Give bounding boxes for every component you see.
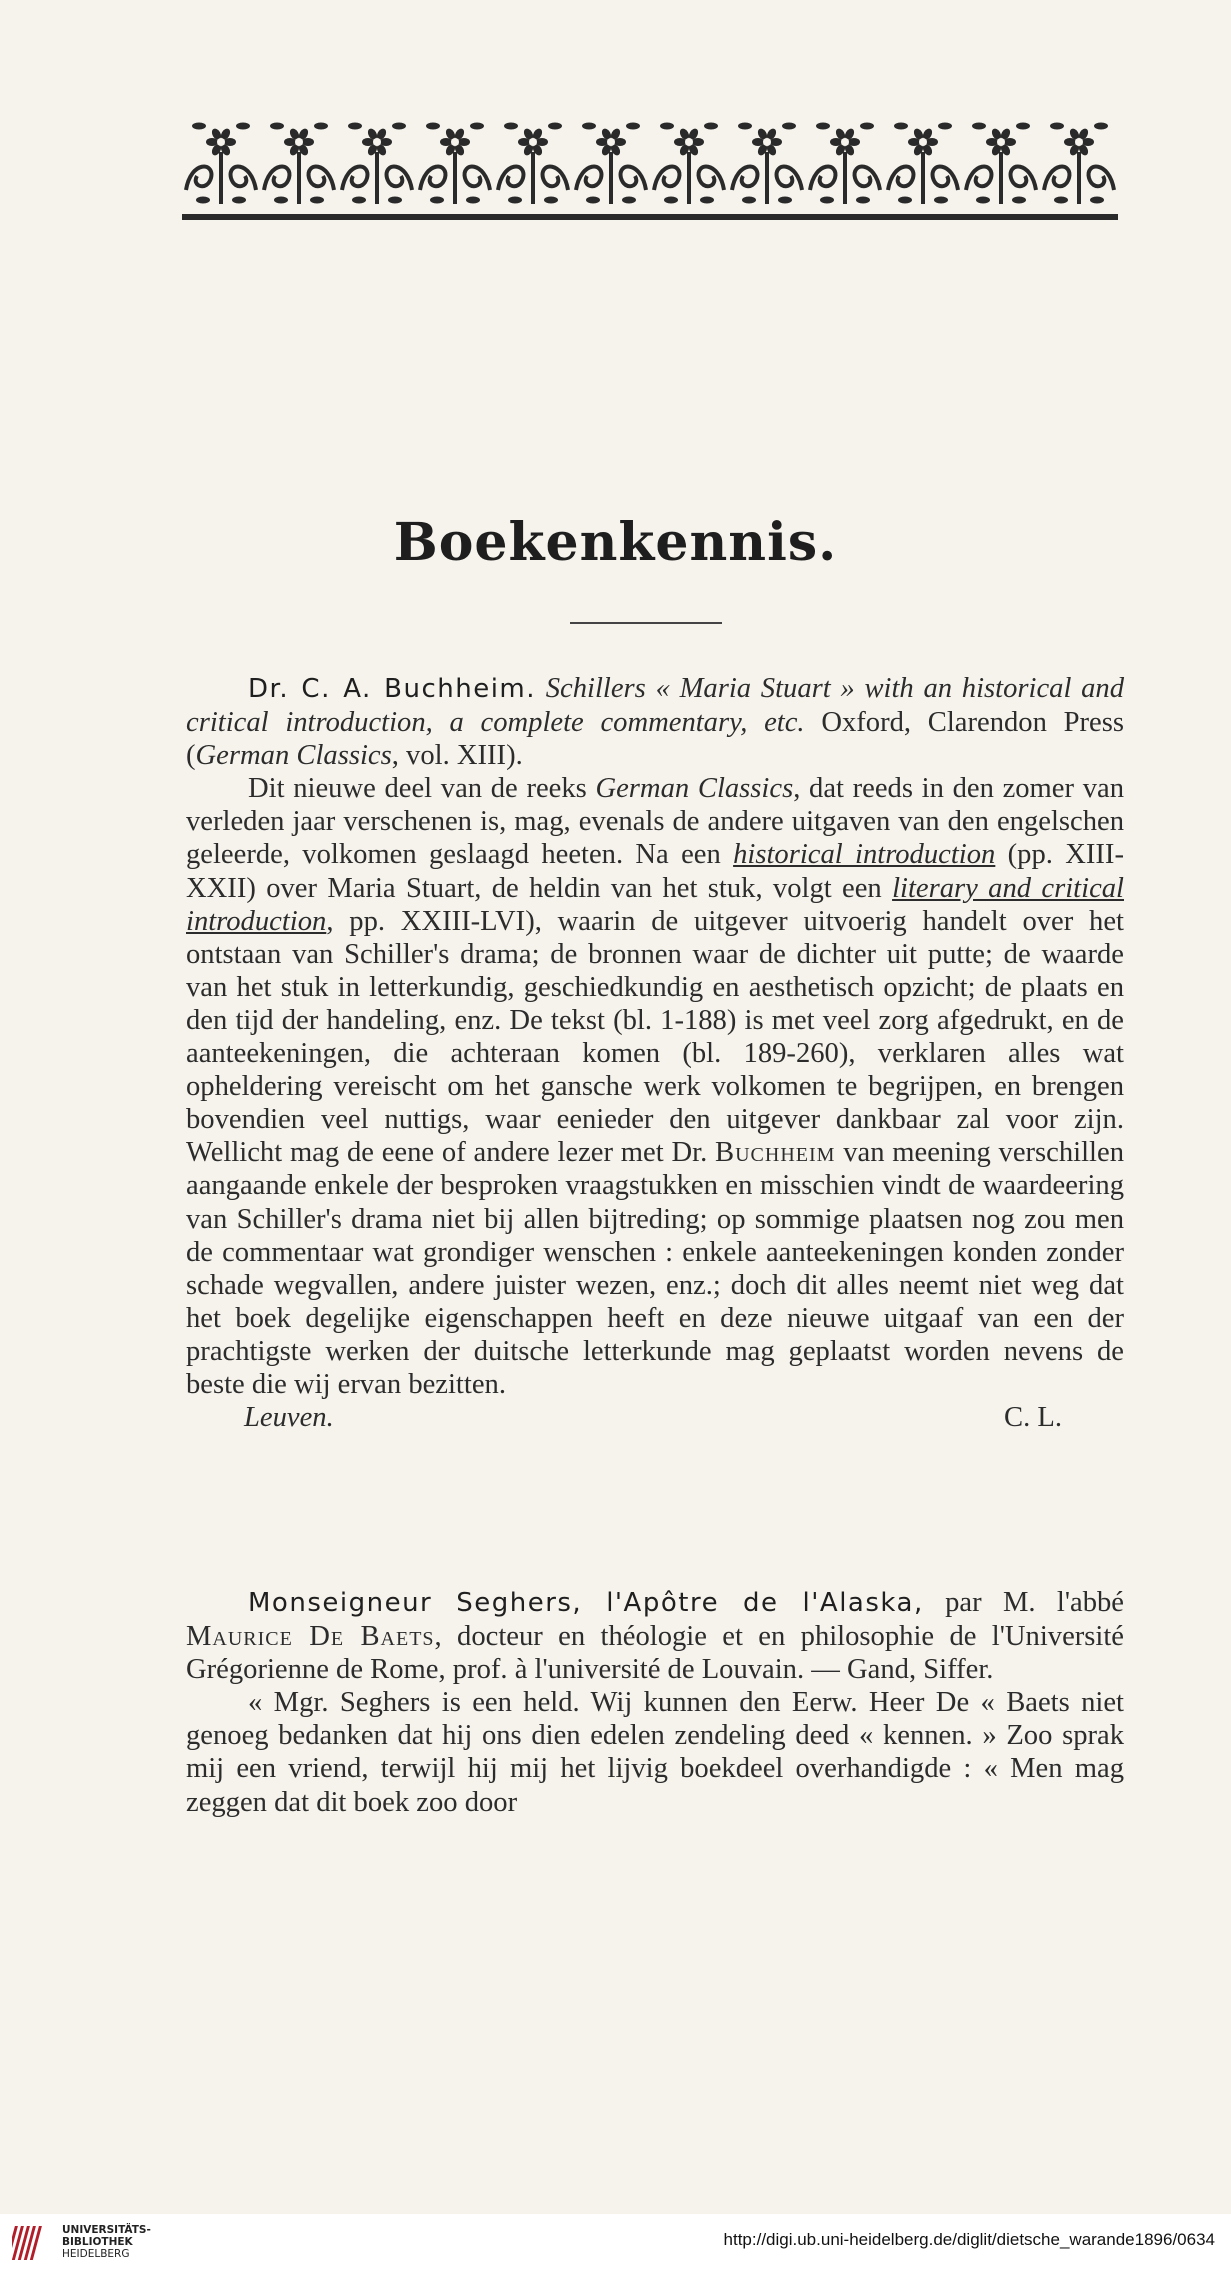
heading-text: , docteur en théologie et en philosophie de l'Université Grégorienne de Rome, prof. à l'université de Louvain. — Gand, Siffer.	[186, 1621, 1124, 1686]
volume-info: , vol. XIII).	[391, 740, 523, 772]
signature-place: Leuven.	[244, 1402, 334, 1434]
ornamental-header-band	[182, 112, 1118, 224]
publisher-part: Oxford, Clarendon Press (	[186, 707, 1124, 772]
library-name-line: UNIVERSITÄTS-	[62, 2224, 151, 2236]
review-buchheim	[186, 672, 1124, 1434]
review-buchheim-body	[186, 772, 1124, 1401]
body-italic: German Classics	[595, 773, 794, 805]
body-italic-underlined: literary and critical introduction	[186, 872, 1124, 937]
title-rule	[570, 622, 722, 624]
review-buchheim-heading	[186, 672, 1124, 772]
ornament-motif	[342, 123, 412, 205]
university-library-logo-icon	[12, 2222, 48, 2264]
body-italic-underlined: historical introduction	[733, 839, 996, 871]
signature-initials: C. L.	[1004, 1402, 1062, 1434]
author-name: Maurice De Baets	[186, 1621, 435, 1653]
ornament-motif	[810, 123, 880, 205]
book-title-part: « Maria Stuart »	[655, 673, 855, 704]
library-name-line: HEIDELBERG	[62, 2248, 130, 2260]
review-heading: Monseigneur Seghers, l'Apôtre de l'Alaska,	[248, 1588, 924, 1618]
body-smallcaps-name: Buchheim	[715, 1137, 836, 1169]
ornament-motif	[654, 123, 724, 205]
library-name	[62, 2224, 151, 2260]
ornament-motif	[576, 123, 646, 205]
review-seghers-body: « Mgr. Seghers is een held. Wij kunnen den Eerw. Heer De « Baets niet genoeg bedanken dat hij ons dien edelen zendeling deed « kennen. » Zoo sprak mij een vriend, terwijl hij mij het lijvig boekdeel overhandigde : « Men mag zeggen dat dit boek zoo door	[186, 1687, 1124, 1818]
body-text: , pp. XXIII-LVI), waarin de uitgever uitvoerig handelt over het ontstaan van Schiller's drama; de bronnen waar de dichter uit putte; de waarde van het stuk in letterkundig, geschiedkundig en aesthetisch opzicht; de plaats en den tijd der handeling, enz. De tekst (bl. 1-188) is met veel zorg afgedrukt, en de aanteekeningen, die achteraan komen (bl. 189-260), verklaren alles wat opheldering vereischt om het gansche werk volkomen te begrijpen, en brengen bovendien veel nuttigs, waar eenieder den uitgever dankbaar zal voor zijn. Wellicht mag de eene of andere lezer met Dr.	[186, 905, 1124, 1169]
ornament-motif	[186, 123, 256, 205]
library-name-line: BIBLIOTHEK	[62, 2236, 133, 2248]
ornament-motif	[264, 123, 334, 205]
review-signature	[186, 1401, 1124, 1434]
viewer-footer	[0, 2214, 1231, 2270]
heading-text: par M. l'abbé	[945, 1587, 1124, 1618]
page-title: Boekenkennis.	[393, 512, 838, 573]
series-name: German Classics	[195, 740, 392, 772]
body-text: van meening verschillen aangaande enkele der besproken vraagstukken en misschien vindt de waardeering van Schiller's drama niet bij allen bijtreding; op sommige plaatsen nog zou men de commentaar wat grondiger wenschen : enkele aanteekeningen konden zonder schade wegvallen, andere juister wezen, enz.; doch dit alles neemt niet weg dat het boek degelijke eigenschappen heeft en deze nieuwe uitgaaf van een der prachtigste werken der duitsche letterkunde mag geplaatst worden nevens de beste die wij ervan bezitten.	[186, 1137, 1124, 1400]
ornament-motif	[888, 123, 958, 205]
ornament-motif	[966, 123, 1036, 205]
review-author: Dr. C. A. Buchheim.	[248, 674, 537, 704]
ornament-graphic	[182, 112, 1118, 224]
ornament-motif	[1044, 123, 1114, 205]
ornament-motif	[498, 123, 568, 205]
body-text: (pp. XIII-XXII) over Maria Stuart, de heldin van het stuk, volgt een	[186, 839, 1124, 904]
page-url-link[interactable]: http://digi.ub.uni-heidelberg.de/diglit/dietsche_warande1896/0634	[723, 2230, 1215, 2249]
ornament-motif	[420, 123, 490, 205]
body-text: Dit nieuwe deel van de reeks	[248, 773, 587, 805]
review-seghers-heading	[186, 1586, 1124, 1686]
ornament-base-rule	[182, 214, 1118, 220]
book-subtitle: with an historical and critical introduction, a complete commentary, etc.	[186, 673, 1125, 739]
body-text: , dat reeds in den zomer van verleden jaar verschenen is, mag, evenals de andere uitgaven van den engelschen geleerde, volkomen geslaagd heeten. Na een	[186, 773, 1124, 871]
review-seghers	[186, 1586, 1124, 1819]
ornament-motif	[732, 123, 802, 205]
book-title-part: Schillers	[545, 673, 646, 704]
